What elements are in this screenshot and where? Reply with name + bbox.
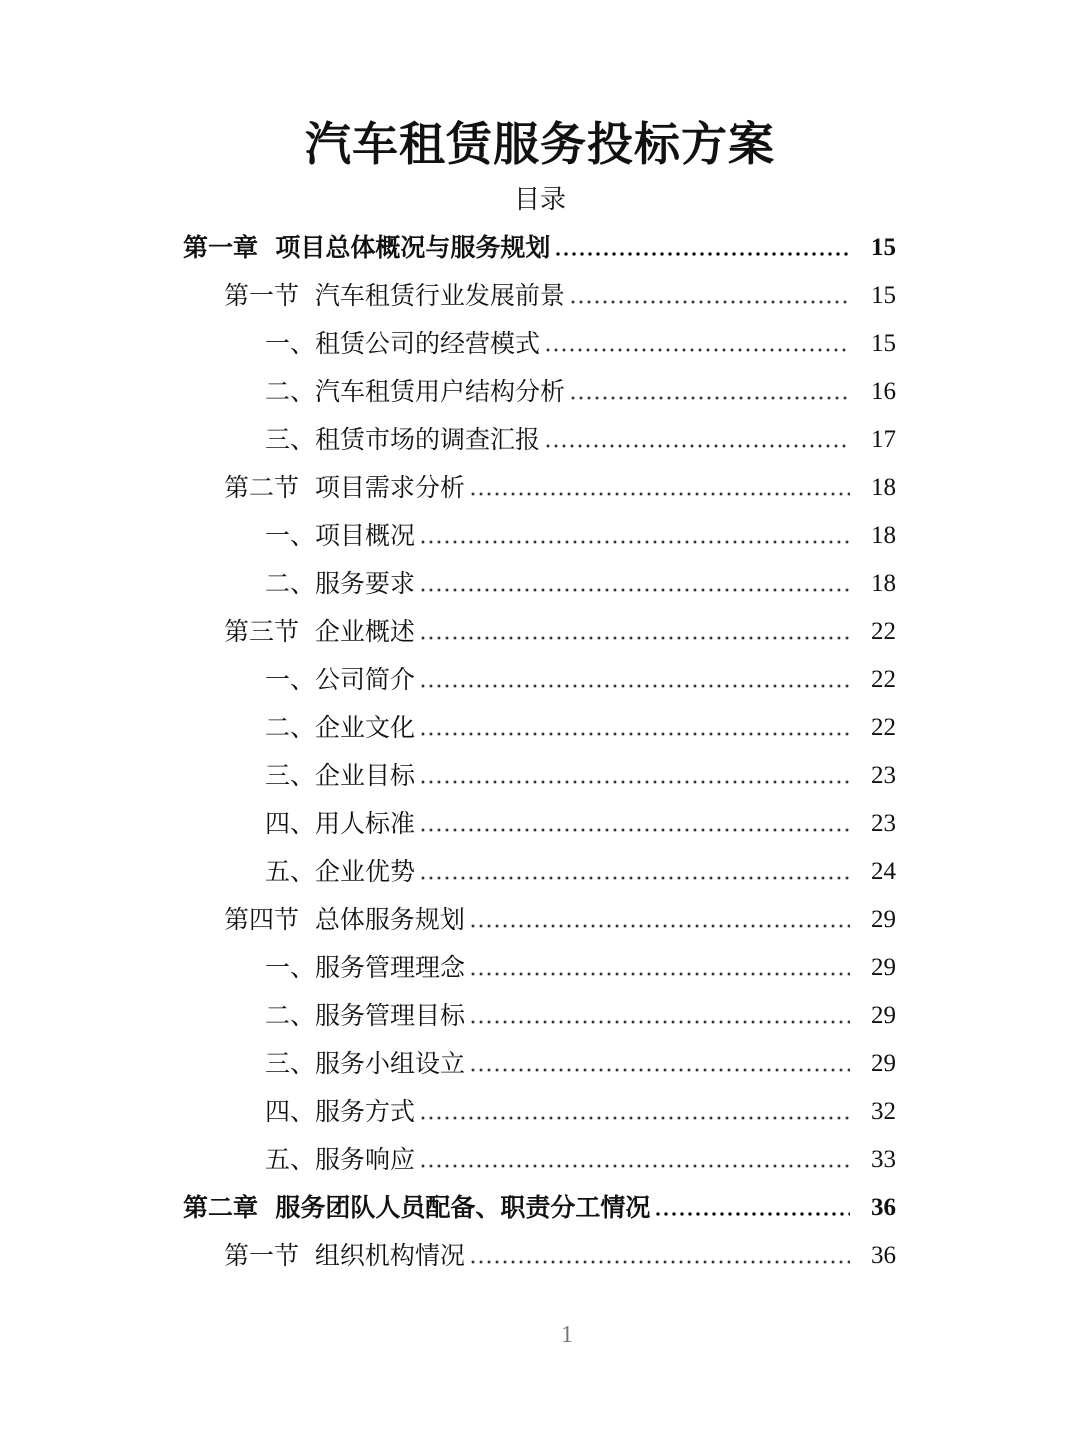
dot-leader [569, 272, 850, 320]
toc-entry-section[interactable] [0, 464, 1080, 512]
toc-entry-label: 五、服务响应 [265, 1145, 416, 1174]
toc-entry-label: 第一节 组织机构情况 [224, 1241, 465, 1270]
toc-entry-page: 36 [871, 1242, 896, 1269]
toc-entry-item[interactable] [0, 416, 1080, 464]
toc-entry-label: 一、项目概况 [265, 521, 416, 550]
dot-leader [419, 560, 850, 608]
toc-entry-page: 29 [871, 906, 896, 933]
dot-leader [419, 800, 850, 848]
toc-entry-page: 24 [871, 858, 896, 885]
toc-entry-page: 29 [871, 954, 896, 981]
toc-entry-label: 第三节 企业概述 [224, 617, 415, 646]
toc-entry-label: 第一章 项目总体概况与服务规划 [183, 233, 551, 262]
toc-entry-item[interactable] [0, 800, 1080, 848]
toc-entry-label: 二、汽车租赁用户结构分析 [265, 377, 566, 406]
toc-entry-item[interactable] [0, 704, 1080, 752]
toc-entry-chapter[interactable] [0, 1184, 1080, 1232]
toc-entry-page: 29 [871, 1002, 896, 1029]
dot-leader [469, 992, 850, 1040]
toc-entry-label: 二、服务管理目标 [265, 1001, 466, 1030]
dot-leader [569, 368, 850, 416]
toc-entry-page: 22 [871, 714, 896, 741]
toc-entry-page: 23 [871, 762, 896, 789]
toc-entry-label: 第二章 服务团队人员配备、职责分工情况 [183, 1193, 651, 1222]
page-number: 1 [561, 1322, 573, 1348]
dot-leader [544, 416, 850, 464]
toc-entry-section[interactable] [0, 1232, 1080, 1280]
dot-leader [419, 848, 850, 896]
toc-entry-label: 三、租赁市场的调查汇报 [265, 425, 541, 454]
toc-entry-label: 三、企业目标 [265, 761, 416, 790]
toc-entry-page: 18 [871, 474, 896, 501]
toc-entry-page: 15 [871, 234, 896, 261]
dot-leader [469, 1232, 850, 1280]
toc-entry-page: 23 [871, 810, 896, 837]
dot-leader [469, 944, 850, 992]
toc-entry-item[interactable] [0, 944, 1080, 992]
toc-entry-item[interactable] [0, 320, 1080, 368]
toc-heading: 目录 [513, 185, 566, 215]
toc-entry-label: 第一节 汽车租赁行业发展前景 [224, 281, 565, 310]
toc-entry-page: 16 [871, 378, 896, 405]
toc-entry-section[interactable] [0, 608, 1080, 656]
toc-entry-page: 18 [871, 570, 896, 597]
toc-entry-page: 33 [871, 1146, 896, 1173]
dot-leader [419, 608, 850, 656]
dot-leader [419, 1088, 850, 1136]
table-of-contents [0, 224, 1080, 1280]
toc-entry-label: 二、服务要求 [265, 569, 416, 598]
dot-leader [544, 320, 850, 368]
toc-entry-section[interactable] [0, 896, 1080, 944]
dot-leader [654, 1184, 850, 1232]
toc-entry-item[interactable] [0, 1040, 1080, 1088]
dot-leader [419, 656, 850, 704]
toc-entry-label: 一、租赁公司的经营模式 [265, 329, 541, 358]
toc-entry-chapter[interactable] [0, 224, 1080, 272]
toc-entry-label: 第四节 总体服务规划 [224, 905, 465, 934]
toc-entry-label: 一、服务管理理念 [265, 953, 466, 982]
toc-entry-label: 五、企业优势 [265, 857, 416, 886]
toc-entry-label: 二、企业文化 [265, 713, 416, 742]
toc-entry-section[interactable] [0, 272, 1080, 320]
toc-entry-page: 32 [871, 1098, 896, 1125]
dot-leader [419, 752, 850, 800]
toc-entry-page: 17 [871, 426, 896, 453]
dot-leader [554, 224, 850, 272]
dot-leader [469, 464, 850, 512]
toc-entry-item[interactable] [0, 656, 1080, 704]
dot-leader [469, 1040, 850, 1088]
toc-entry-page: 15 [871, 282, 896, 309]
toc-entry-item[interactable] [0, 1088, 1080, 1136]
toc-entry-page: 22 [871, 618, 896, 645]
toc-entry-item[interactable] [0, 560, 1080, 608]
toc-entry-label: 一、公司简介 [265, 665, 416, 694]
toc-entry-label: 四、用人标准 [265, 809, 416, 838]
dot-leader [419, 704, 850, 752]
dot-leader [469, 896, 850, 944]
document-title: 汽车租赁服务投标方案 [305, 117, 775, 171]
toc-entry-page: 15 [871, 330, 896, 357]
toc-entry-label: 四、服务方式 [265, 1097, 416, 1126]
toc-entry-page: 29 [871, 1050, 896, 1077]
toc-entry-label: 第二节 项目需求分析 [224, 473, 465, 502]
toc-entry-page: 22 [871, 666, 896, 693]
toc-entry-item[interactable] [0, 848, 1080, 896]
dot-leader [419, 512, 850, 560]
toc-entry-page: 18 [871, 522, 896, 549]
toc-entry-item[interactable] [0, 992, 1080, 1040]
toc-entry-page: 36 [871, 1194, 896, 1221]
dot-leader [419, 1136, 850, 1184]
toc-entry-label: 三、服务小组设立 [265, 1049, 466, 1078]
toc-entry-item[interactable] [0, 368, 1080, 416]
toc-entry-item[interactable] [0, 1136, 1080, 1184]
toc-entry-item[interactable] [0, 512, 1080, 560]
toc-entry-item[interactable] [0, 752, 1080, 800]
